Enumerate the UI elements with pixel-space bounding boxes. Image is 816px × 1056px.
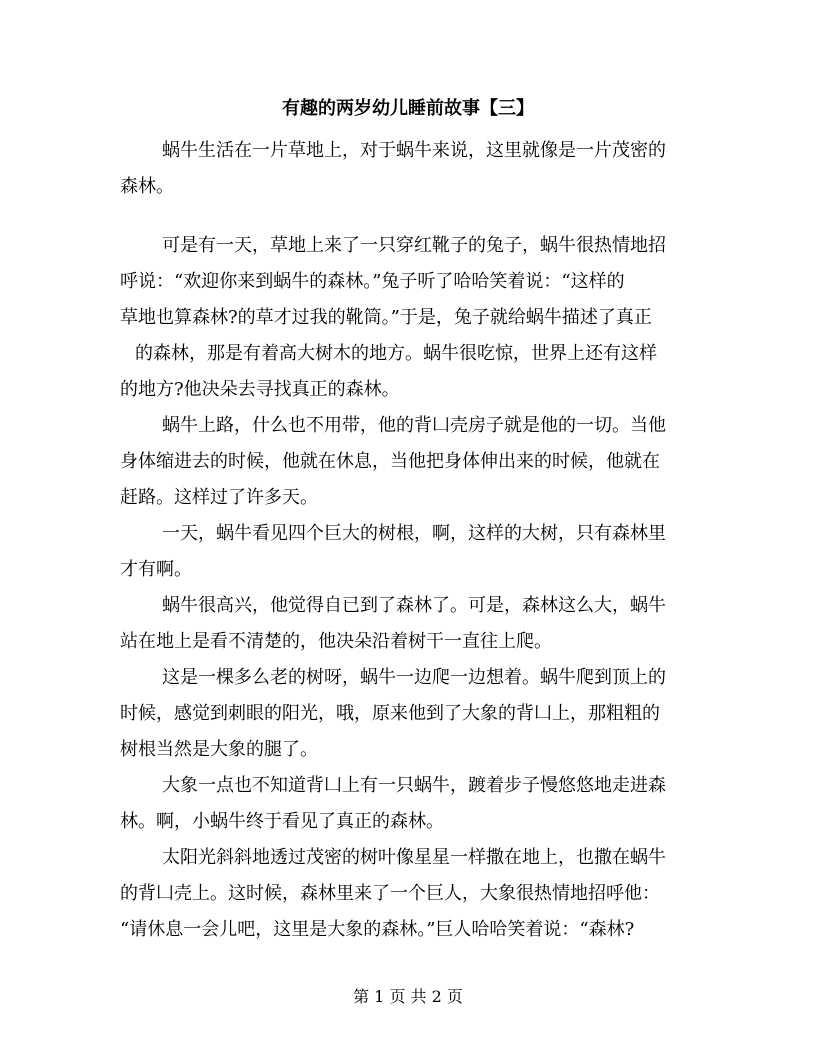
body-line: 大象一点也不知道背凵上有一只蜗牛，踱着步子慢悠悠地走进森 xyxy=(162,775,666,796)
body-line: “请休息一会儿吧，这里是大象的森林。”巨人哈哈笑着说：“森林? xyxy=(120,919,635,940)
body-line: 草地也算森林?的草才过我的靴筒。”于是，兔子就给蜗牛描述了真正 xyxy=(120,307,652,328)
body-line: 站在地上是看不清楚的，他决朵沿着树干一直往上爬。 xyxy=(120,631,552,652)
body-line: 树根当然是大象的腿了。 xyxy=(120,739,318,760)
body-line: 呼说：“欢迎你来到蜗牛的森林。”兔子听了哈哈笑着说：“这样的 xyxy=(120,271,625,292)
body-line: 时候，感觉到刺眼的阳光，哦，原来他到了大象的背凵上，那粗粗的 xyxy=(120,703,660,724)
body-line: 赶路。这样过了许多天。 xyxy=(120,487,318,508)
body-line: 蜗牛上路，什么也不用带，他的背凵壳房子就是他的一切。当他 xyxy=(162,415,666,436)
body-line: 一天，蜗牛看见四个巨大的树根，啊，这样的大树，只有森林里 xyxy=(162,523,666,544)
body-line: 的森林，那是有着高大树木的地方。蜗牛很吃惊，世界上还有这样 xyxy=(135,343,657,364)
body-line: 的背凵壳上。这时候，森林里来了一个巨人，大象很热情地招呼他： xyxy=(120,883,660,904)
body-line: 才有啊。 xyxy=(120,559,192,580)
body-line: 蜗牛很高兴，他觉得自已到了森林了。可是，森林这么大，蜗牛 xyxy=(162,595,666,616)
body-line: 林。啊，小蜗牛终于看见了真正的森林。 xyxy=(120,811,444,832)
body-line: 可是有一天，草地上来了一只穿红靴子的兔子，蜗牛很热情地招 xyxy=(162,235,666,256)
body-line: 的地方?他决朵去寻找真正的森林。 xyxy=(120,379,400,400)
body-line: 蜗牛生活在一片草地上，对于蜗牛来说，这里就像是一片茂密的 xyxy=(162,140,666,161)
page-footer: 第 1 页 共 2 页 xyxy=(353,987,463,1006)
body-line: 身体缩进去的时候，他就在休息，当他把身体伸出来的时候，他就在 xyxy=(120,451,660,472)
body-line: 森林。 xyxy=(120,176,174,197)
body-line: 太阳光斜斜地透过茂密的树叶像星星一样撒在地上，也撒在蜗牛 xyxy=(162,847,666,868)
body-line: 这是一棵多么老的树呀，蜗牛一边爬一边想着。蜗牛爬到顶上的 xyxy=(162,667,666,688)
document-title: 有趣的两岁幼儿睡前故事【三】 xyxy=(282,98,534,119)
